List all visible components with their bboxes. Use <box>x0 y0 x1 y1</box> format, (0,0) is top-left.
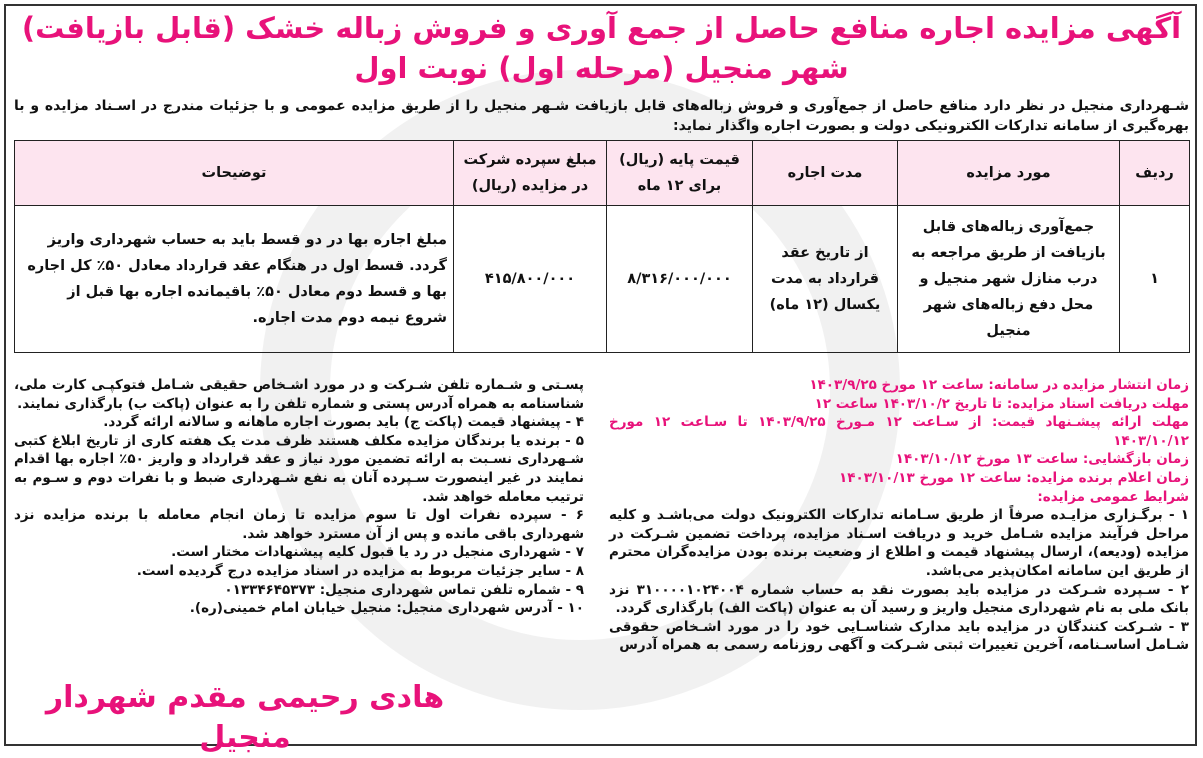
page-subtitle: شهر منجیل (مرحله اول) نوبت اول <box>354 51 849 85</box>
condition-item: ۲ - سـپرده شـرکت در مزایده باید بصورت نقد به حساب شماره ۳۱۰۰۰۰۱۰۲۴۰۰۴ نزد بانک ملی به نام شهرداری منجیل واریز و رسید آن به عنوان (پاکت الف) بارگذاری گردد. <box>609 581 1189 617</box>
header-base-price: قیمت پایه (ریال) برای ۱۲ ماه <box>607 141 753 206</box>
cell-deposit: ۴۱۵/۸۰۰/۰۰۰ <box>454 206 607 353</box>
condition-item: ۹ - شماره تلفن تماس شهرداری منجیل: ۰۱۳۳۴۶۴۵۳۷۳ <box>224 581 584 598</box>
condition-item: ۶ - سپرده نفرات اول تا سوم مزایده تا زمان انجام معامله با برنده مزایده نزد شهرداری باقی مانده و پس از آن مسترد خواهد شد. <box>14 507 584 542</box>
cell-subject: جمع‌آوری زباله‌های قابل بازیافت از طریق مراجعه به درب منازل شهر منجیل و محل دفع زباله‌های شهر منجیل <box>898 206 1120 353</box>
date-bid-window: مهلت ارائه پیشـنهاد قیمت: از سـاعت ۱۲ مـورخ ۱۴۰۳/۹/۲۵ تا سـاعت ۱۲ مورخ ۱۴۰۳/۱۰/۱۲ <box>609 414 1189 449</box>
header-row-number: ردیف <box>1120 141 1190 206</box>
header-subject: مورد مزایده <box>898 141 1120 206</box>
condition-item: پسـتی و شـماره تلفن شـرکت و در مورد اشـخاص حقیقی شـامل فتوکپـی کارت ملی، شناسنامه به همراه آدرس پستی و شماره تلفن را به عنوان (پاکت ب) بارگذاری نمایند. <box>14 377 584 412</box>
header-notes: توضیحات <box>15 141 454 206</box>
header-deposit: مبلغ سپرده شرکت در مزایده (ریال) <box>454 141 607 206</box>
date-publish: زمان انتشار مزایده در سامانه: ساعت ۱۲ مورخ ۱۴۰۳/۹/۲۵ <box>809 377 1189 393</box>
condition-item: ۴ - پیشنهاد قیمت (پاکت ج) باید بصورت اجاره ماهانه و سالانه ارائه گردد. <box>103 414 584 431</box>
cell-base-price: ۸/۳۱۶/۰۰۰/۰۰۰ <box>607 206 753 353</box>
cell-notes: مبلغ اجاره بها در دو قسط باید به حساب شهرداری واریز گردد. قسط اول در هنگام عقد قرارداد معادل ۵۰٪ کل اجاره بها و قسط دوم معادل ۵۰٪ باقیمانده اجاره بها قبل از شروع نیمه دوم مدت اجاره. <box>15 206 454 353</box>
date-winner-announcement: زمان اعلام برنده مزایده: ساعت ۱۲ مورخ ۱۴۰۳/۱۰/۱۳ <box>839 469 1189 486</box>
table-header-row <box>15 141 1190 206</box>
left-column <box>14 376 584 618</box>
conditions-title: شرایط عمومی مزایده: <box>1037 488 1189 505</box>
date-opening: زمان بازگشایی: ساعت ۱۳ مورخ ۱۴۰۳/۱۰/۱۲ <box>895 451 1189 468</box>
condition-item: ۸ - سایر جزئیات مربوط به مزایده در اسناد مزایده درج گردیده است. <box>136 562 584 579</box>
mayor-signature: هادی رحیمی مقدم شهردار منجیل <box>45 680 445 755</box>
date-documents-deadline: مهلت دریافت اسناد مزایده: تا تاریخ ۱۴۰۳/۱۰/۲ ساعت ۱۲ <box>814 395 1189 412</box>
condition-item: ۵ - برنده یا برندگان مزایده مکلف هستند ظرف مدت یک هفته کاری از تاریخ ابلاغ کتبی شـهرداری نسـبت به ارائه تضمین مورد نیاز و عقد قرارداد و واریز ۵۰٪ اجاره بها اقدام نمایند در غیر اینصورت سـپرده آنان به نفع شـهرداری ضبط و با نفرات دوم و سـوم به ترتیب معامله خواهد شد. <box>14 432 584 505</box>
header-duration: مدت اجاره <box>753 141 898 206</box>
page-title: آگهی مزایده اجاره منافع حاصل از جمع آوری و فروش زباله خشک (قابل بازیافت) <box>21 11 1182 45</box>
condition-item: ۱۰ - آدرس شهرداری منجیل: منجیل خیابان امام خمینی(ره). <box>189 600 584 617</box>
auction-table <box>14 140 1190 353</box>
condition-item: ۷ - شهرداری منجیل در رد یا قبول کلیه پیشنهادات مختار است. <box>171 544 584 561</box>
cell-row-number: ۱ <box>1120 206 1190 353</box>
right-column <box>609 376 1189 655</box>
cell-duration: از تاریخ عقد قرارداد به مدت یکسال (۱۲ ماه) <box>753 206 898 353</box>
table-row <box>15 206 1190 353</box>
intro-paragraph: شـهرداری منجیل در نظر دارد منافع حاصل از جمع‌آوری و فروش زباله‌های قابل بازیافت شـهر منجیل را از طریق مزایده عمومی و با جزئیات مندرج در اسـناد مزایده و با بهره‌گیری از سامانه تدارکات الکترونیکی دولت و بصورت اجاره واگذار نماید: <box>14 98 1189 134</box>
condition-item: ۱ - برگـزاری مزایـده صرفاً از طریق سـامانه تدارکات الکترونیک دولت می‌باشـد و کلیه مراحل فرآیند مزایده شـامل خرید و دریافت اسـناد مزایده، پرداخت تضمین شـرکت در مزایده (ودیعه)، ارسال پیشنهاد قیمت و اطلاع از وضعیت برنده بودن مزایده‌گران محترم از طریق این سامانه امکان‌پذیر می‌باشد. <box>609 507 1189 579</box>
condition-item: ۳ - شـرکت کنندگان در مزایده باید مدارک شناسـایی خود را در مورد اشـخاص حقوقی شـامل اساسـنامه، آخرین تغییرات ثبتی شـرکت و آگهی روزنامه رسمی به همراه آدرس <box>609 618 1189 654</box>
